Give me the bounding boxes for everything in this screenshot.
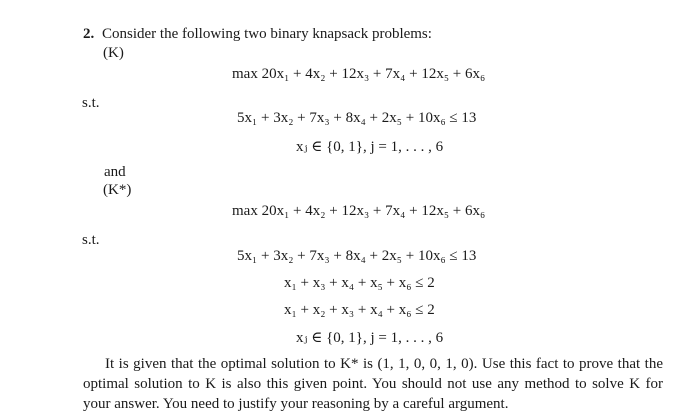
kstar-constraint-binary: xⱼ ∈ {0, 1}, j = 1, . . . , 6 (296, 330, 444, 346)
kstar-constraint-capacity: 5x₁ + 3x₂ + 7x₃ + 8x₄ + 2x₅ + 10x₆ ≤ 13 (237, 248, 477, 264)
kstar-st-label: s.t. (82, 232, 100, 248)
closing-paragraph: It is given that the optimal solution to K* is (1, 1, 0, 0, 1, 0). Use this fact to prove that the optimal solution to K is also this given point. You should not use any method to solve K for your answer. You need to justify your reasoning by a careful argument. (83, 356, 663, 412)
k-constraint-binary: xⱼ ∈ {0, 1}, j = 1, . . . , 6 (296, 139, 444, 155)
k-st-label: s.t. (82, 95, 100, 111)
kstar-objective: max 20x₁ + 4x₂ + 12x₃ + 7x₄ + 12x₅ + 6x₆ (232, 203, 486, 219)
connector-and: and (104, 164, 126, 180)
kstar-constraint-group-1: x₁ + x₃ + x₄ + x₅ + x₆ ≤ 2 (284, 275, 435, 291)
problem-number: 2. (83, 26, 95, 42)
kstar-label: (K*) (103, 182, 132, 198)
k-label: (K) (103, 45, 124, 61)
problem-intro: Consider the following two binary knapsack problems: (102, 26, 432, 42)
k-constraint-capacity: 5x₁ + 3x₂ + 7x₃ + 8x₄ + 2x₅ + 10x₆ ≤ 13 (237, 110, 477, 126)
kstar-constraint-group-2: x₁ + x₂ + x₃ + x₄ + x₆ ≤ 2 (284, 302, 435, 318)
k-objective: max 20x₁ + 4x₂ + 12x₃ + 7x₄ + 12x₅ + 6x₆ (232, 66, 486, 82)
